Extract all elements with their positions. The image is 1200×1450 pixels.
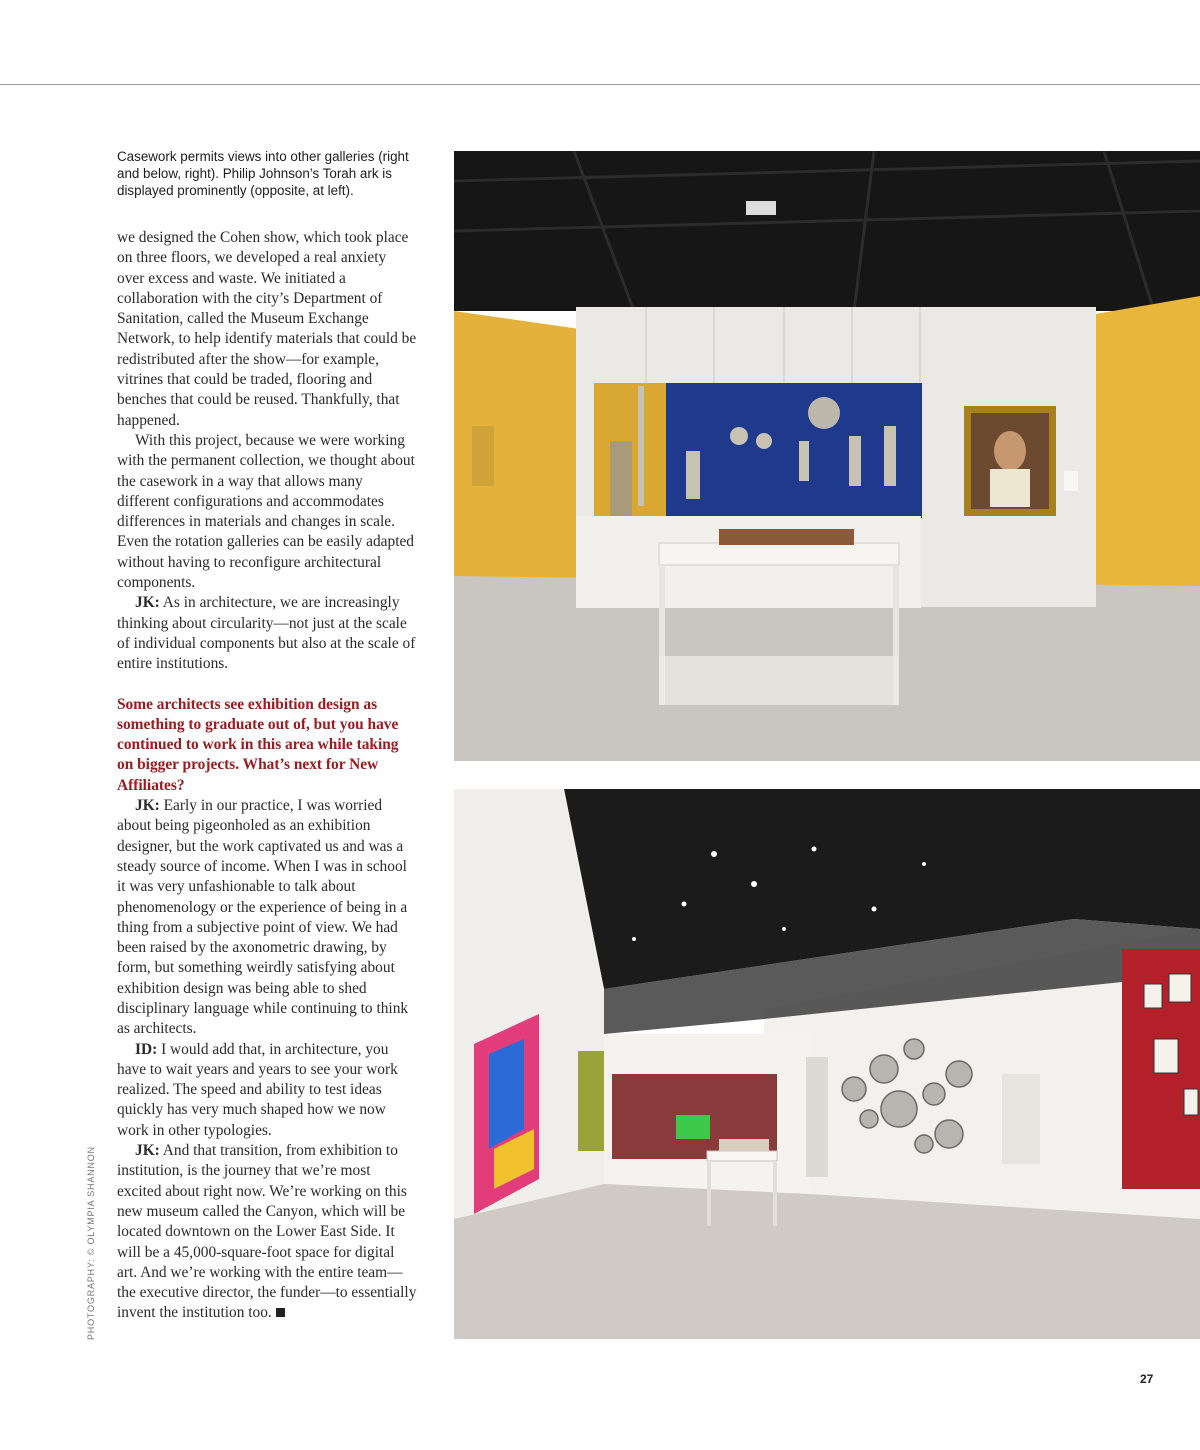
interview-question: Some architects see exhibition design as something to graduate out of, but you have continued to work in this area while taking on bigger projects. What’s next for New Affiliates? bbox=[117, 695, 399, 794]
article-paragraph bbox=[117, 1040, 417, 1141]
page-number: 27 bbox=[1140, 1372, 1154, 1386]
article-paragraph bbox=[117, 796, 417, 1040]
article-paragraph: With this project, because we were working with the permanent collection, we thought about the casework in a way that allows many different configurations and accommodates differences in materials and changes in scale. Even the rotation galleries can be easily adapted without having to reconfigure architectural components. bbox=[117, 431, 415, 592]
article-column bbox=[117, 228, 417, 1324]
article-paragraph bbox=[117, 1141, 417, 1324]
speaker-initials: JK: bbox=[135, 594, 160, 612]
article-paragraph: we designed the Cohen show, which took place on three floors, we developed a real anxiety over excess and waste. We initiated a collaboration with the city’s Department of Sanitation, called the Museum Exchange Network, to help identify materials that could be redistributed after the show—for example, vitrines that could be traded, flooring and benches that could be reused. Thankfully, that happened. bbox=[117, 229, 417, 429]
gallery-illustration bbox=[454, 789, 1200, 1339]
gallery-photo-bottom bbox=[454, 789, 1200, 1339]
top-rule bbox=[0, 84, 1200, 85]
photo-caption: Casework permits views into other galleries (right and below, right). Philip Johnson’s Torah ark is displayed prominently (opposite, at left). bbox=[117, 149, 409, 198]
paragraph-text: Early in our practice, I was worried about being pigeonholed as an exhibition designer, but the work captivated us and was a steady source of income. When I was in school it was very unfashionable to talk about phenomenology or the experience of being in a thing from a subjective point of view. We had been raised by the axonometric drawing, by form, but something weirdly satisfying about exhibition design was being able to shed disciplinary language while continuing to think as architects. bbox=[117, 797, 409, 1038]
speaker-initials: JK: bbox=[135, 1142, 160, 1160]
paragraph-text: As in architecture, we are increasingly thinking about circularity—not just at the scale of individual components but also at the scale of entire institutions. bbox=[117, 594, 416, 673]
speaker-initials: JK: bbox=[135, 797, 160, 815]
end-mark bbox=[276, 1308, 285, 1317]
speaker-initials: ID: bbox=[135, 1040, 158, 1058]
photo-credit: PHOTOGRAPHY: © OLYMPIA SHANNON bbox=[86, 1146, 96, 1340]
gallery-photo-top bbox=[454, 151, 1200, 761]
paragraph-text: And that transition, from exhibition to institution, is the journey that we’re most excited about right now. We’re working on this new museum called the Canyon, which will be located downtown on the Lower East Side. It will be a 45,000-square-foot space for digital art. And we’re working with the entire team—the executive director, the funder—to essentially invent the institution too. bbox=[117, 1142, 417, 1322]
gallery-illustration bbox=[454, 151, 1200, 761]
article-paragraph bbox=[117, 593, 417, 674]
paragraph-text: I would add that, in architecture, you have to wait years and years to see your work realized. The speed and ability to test ideas quickly has very much shaped how we now work in other typologies. bbox=[117, 1040, 398, 1139]
